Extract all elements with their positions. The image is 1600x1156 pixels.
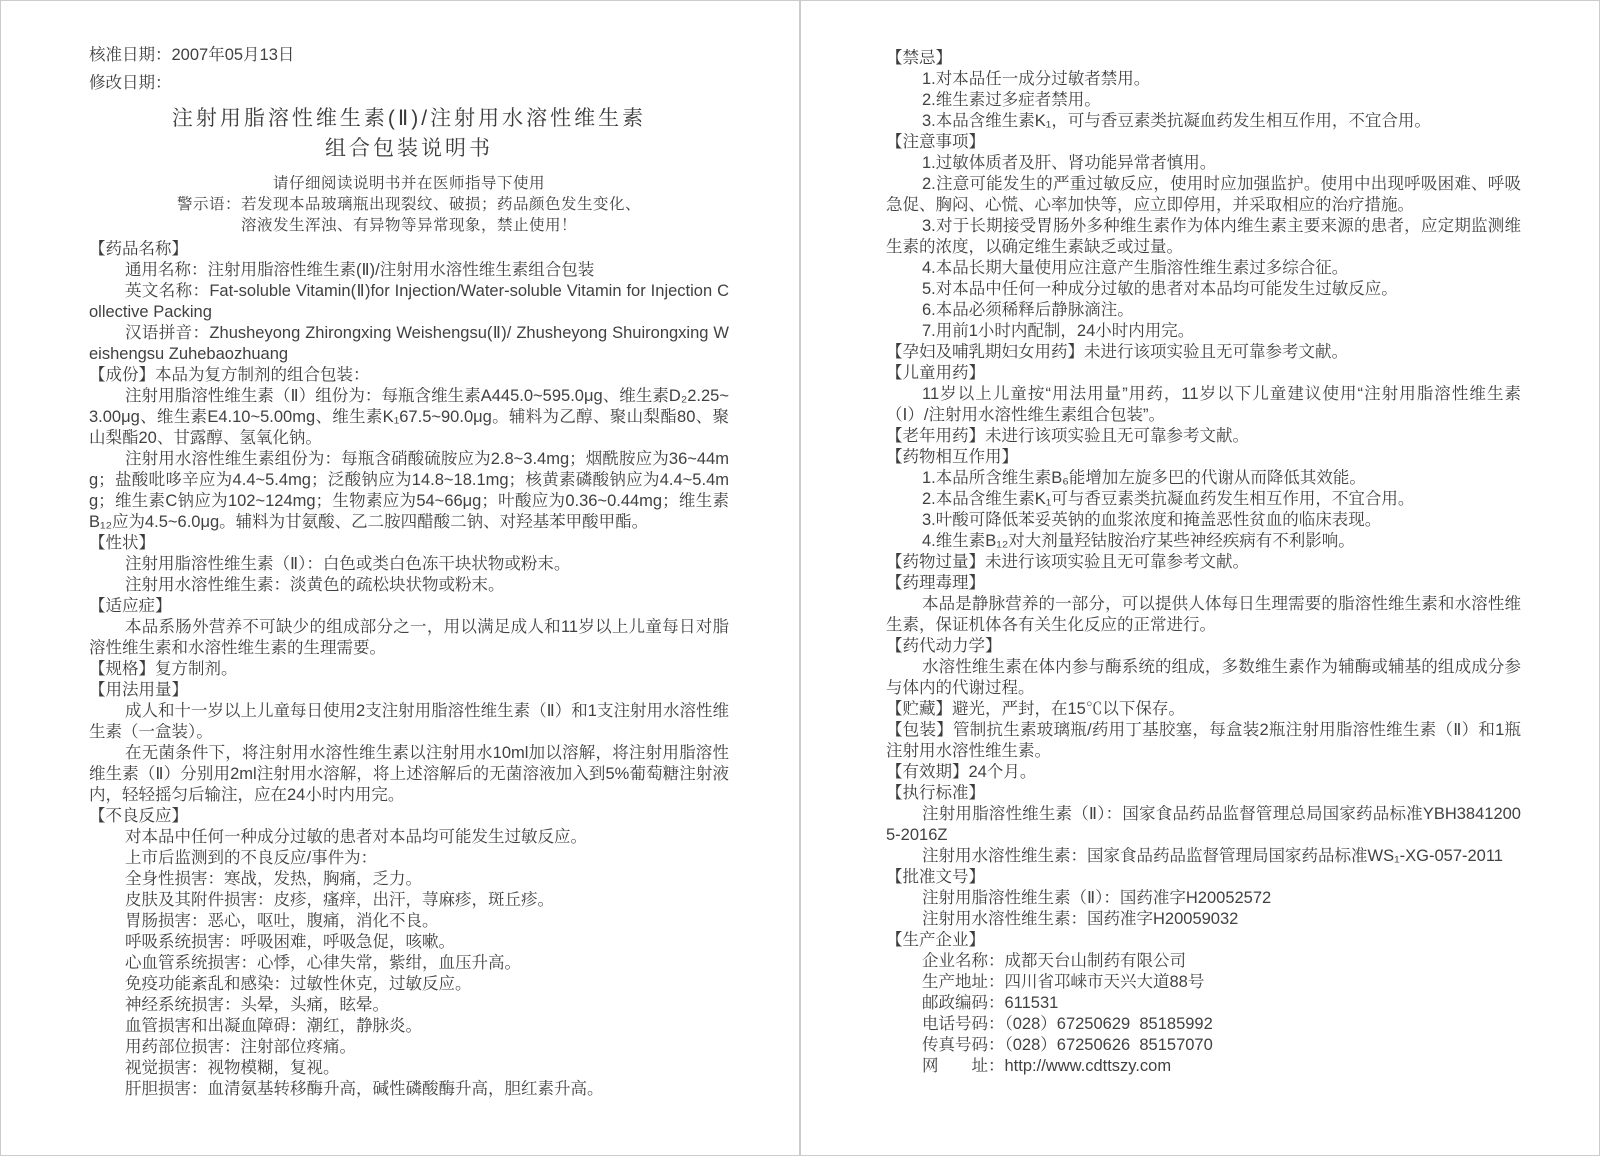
section-paragraph: 2.维生素过多症者禁用。 [922,91,1101,109]
section-first-line [886,867,1521,888]
section-paragraph: 肝胆损害：血清氨基转移酶升高，碱性磷酸酶升高，胆红素升高。 [125,1080,604,1098]
section-paragraph: 3.叶酸可降低苯妥英钠的血浆浓度和掩盖恶性贫血的临床表现。 [922,511,1382,529]
document-section [886,636,1521,699]
section-paragraph: 全身性损害：寒战，发热，胸痛，乏力。 [125,870,422,888]
section-first-line [886,132,1521,153]
section-heading: 【生产企业】 [886,931,985,949]
section-first-line [89,806,729,827]
document-section [886,762,1521,783]
section-inline-text: 复方制剂。 [155,660,238,678]
document-section [886,573,1521,636]
section-paragraph: 传真号码：（028）67250626 85157070 [922,1036,1213,1054]
section-heading: 【孕妇及哺乳期妇女用药】 [886,343,1084,361]
section-heading: 【批准文号】 [886,868,985,886]
document-section [886,720,1521,762]
section-paragraph: 神经系统损害：头晕，头痛，眩晕。 [125,996,389,1014]
section-heading: 【药代动力学】 [886,637,1002,655]
section-first-line [886,636,1521,657]
section-heading: 【成份】 [89,366,155,384]
section-heading: 【性状】 [89,534,155,552]
section-heading: 【药品名称】 [89,240,188,258]
section-heading: 【药物相互作用】 [886,448,1018,466]
section-heading: 【适应症】 [89,597,172,615]
section-first-line [886,552,1521,573]
document-section [886,867,1521,930]
section-paragraph: 用药部位损害：注射部位疼痛。 [125,1038,356,1056]
section-paragraph: 胃肠损害：恶心，呕吐，腹痛，消化不良。 [125,912,439,930]
document-section [89,365,729,533]
section-paragraph: 注射用水溶性维生素：淡黄色的疏松块状物或粉末。 [125,576,505,594]
section-paragraph: 血管损害和出凝血障碍：潮红，静脉炎。 [125,1017,422,1035]
document-section [886,48,1521,132]
section-paragraph: 电话号码：（028）67250629 85185992 [922,1015,1213,1033]
section-inline-text: 未进行该项实验且无可靠参考文献。 [985,427,1249,445]
section-heading: 【不良反应】 [89,807,188,825]
section-first-line [886,783,1521,804]
section-paragraph: 2.本品含维生素K₁可与香豆素类抗凝血药发生相互作用，不宜合用。 [922,490,1415,508]
section-paragraph: 通用名称：注射用脂溶性维生素(Ⅱ)/注射用水溶性维生素组合包装 [125,261,595,279]
section-inline-text: 避光，严封，在15℃以下保存。 [952,700,1185,718]
section-paragraph: 6.本品必须稀释后静脉滴注。 [922,301,1134,319]
section-paragraph: 11岁以上儿童按“用法用量”用药，11岁以下儿童建议使用“注射用脂溶性维生素（Ⅰ）/注射用水溶性维生素组合包装”。 [886,385,1521,424]
section-paragraph: 1.对本品任一成分过敏者禁用。 [922,70,1151,88]
section-first-line [89,659,729,680]
section-first-line [886,48,1521,69]
section-heading: 【药理毒理】 [886,574,985,592]
left-page-sections [89,239,729,1100]
section-paragraph: 生产地址：四川省邛崃市天兴大道88号 [922,973,1205,991]
section-paragraph: 4.本品长期大量使用应注意产生脂溶性维生素过多综合征。 [922,259,1349,277]
section-paragraph: 1.过敏体质者及肝、肾功能异常者慎用。 [922,154,1217,172]
section-heading: 【有效期】 [886,763,969,781]
section-paragraph: 5.对本品中任何一种成分过敏的患者对本品均可能发生过敏反应。 [922,280,1398,298]
section-paragraph: 本品系肠外营养不可缺少的组成部分之一，用以满足成人和11岁以上儿童每日对脂溶性维生素和水溶性维生素的生理需要。 [89,618,729,657]
section-heading: 【禁忌】 [886,49,952,67]
section-paragraph: 视觉损害：视物模糊，复视。 [125,1059,340,1077]
document-section [886,342,1521,363]
section-first-line [886,342,1521,363]
document-section [886,447,1521,552]
read-instruction-line: 请仔细阅读说明书并在医师指导下使用 [272,175,545,192]
section-paragraph: 1.本品所含维生素B₆能增加左旋多巴的代谢从而降低其效能。 [922,469,1366,487]
section-paragraph: 英文名称：Fat-soluble Vitamin(Ⅱ)for Injection/Water-soluble Vitamin for Injection Collective Packing [89,282,729,321]
section-paragraph: 对本品中任何一种成分过敏的患者对本品均可能发生过敏反应。 [125,828,587,846]
section-paragraph: 邮政编码：611531 [922,994,1059,1012]
section-inline-text: 未进行该项实验且无可靠参考文献。 [985,553,1249,571]
section-paragraph: 注射用水溶性维生素：国药准字H20059032 [922,910,1239,928]
section-paragraph: 免疫功能紊乱和感染：过敏性休克，过敏反应。 [125,975,472,993]
document-section [89,533,729,596]
section-heading: 【包装】 [886,721,954,739]
document-title-line-1: 注射用脂溶性维生素(Ⅱ)/注射用水溶性维生素 [171,107,647,130]
section-inline-text: 本品为复方制剂的组合包装： [155,366,370,384]
insert-page-right [800,0,1600,1156]
document-section [89,680,729,806]
section-first-line [89,365,729,386]
section-heading: 【执行标准】 [886,784,985,802]
section-inline-text: 管制抗生素玻璃瓶/药用丁基胶塞，每盒装2瓶注射用脂溶性维生素（Ⅱ）和1瓶注射用水溶性维生素。 [886,721,1522,760]
document-section [89,659,729,680]
section-heading: 【贮藏】 [886,700,952,718]
section-paragraph: 注射用脂溶性维生素（Ⅱ）：国家食品药品监督管理总局国家药品标准YBH38412005-2016Z [886,805,1521,844]
document-section [89,239,729,365]
right-page-sections [886,48,1521,1077]
section-paragraph: 汉语拼音：Zhusheyong Zhirongxing Weishengsu(Ⅱ)/ Zhusheyong Shuirongxing Weishengsu Zuhebaozhuang [89,324,729,363]
document-section [886,699,1521,720]
section-inline-text: 未进行该项实验且无可靠参考文献。 [1084,343,1348,361]
section-paragraph: 企业名称：成都天台山制药有限公司 [922,952,1186,970]
section-first-line [89,596,729,617]
section-paragraph: 3.本品含维生素K₁，可与香豆素类抗凝血药发生相互作用，不宜合用。 [922,112,1431,130]
section-heading: 【药物过量】 [886,553,985,571]
section-paragraph: 呼吸系统损害：呼吸困难，呼吸急促，咳嗽。 [125,933,455,951]
section-paragraph: 成人和十一岁以上儿童每日使用2支注射用脂溶性维生素（Ⅱ）和1支注射用水溶性维生素（一盒装）。 [89,702,729,741]
section-first-line [886,699,1521,720]
section-first-line [886,720,1521,762]
section-inline-text: 24个月。 [968,763,1037,781]
section-paragraph: 网 址：http://www.cdttszy.com [922,1057,1172,1075]
document-section [886,426,1521,447]
section-paragraph: 本品是静脉营养的一部分，可以提供人体每日生理需要的脂溶性维生素和水溶性维生素，保证机体各有关生化反应的正常进行。 [886,595,1521,634]
document-title-line-2: 组合包装说明书 [325,137,493,160]
section-paragraph: 注射用脂溶性维生素（Ⅱ）组份为：每瓶含维生素A445.0~595.0μg、维生素D₂2.25~3.00μg、维生素E4.10~5.00mg、维生素K₁67.5~90.0μg。辅料为乙醇、聚山梨酯80、聚山梨酯20、甘露醇、氢氧化钠。 [89,387,729,447]
section-first-line [886,930,1521,951]
section-heading: 【用法用量】 [89,681,188,699]
document-title-block [89,104,729,164]
section-paragraph: 2.注意可能发生的严重过敏反应，使用时应加强监护。使用中出现呼吸困难、呼吸急促、胸闷、心慌、心率加快等，应立即停用，并采取相应的治疗措施。 [886,175,1521,214]
approval-date: 核准日期：2007年05月13日 [89,46,295,64]
revision-date: 修改日期： [89,74,172,92]
document-section [89,806,729,1100]
document-section [89,596,729,659]
section-paragraph: 7.用前1小时内配制，24小时内用完。 [922,322,1195,340]
document-section [886,930,1521,1077]
section-first-line [886,426,1521,447]
warning-line-2: 溶液发生浑浊、有异物等异常现象，禁止使用！ [240,217,577,234]
section-heading: 【注意事项】 [886,133,985,151]
section-first-line [886,363,1521,384]
document-section [886,132,1521,342]
section-first-line [886,447,1521,468]
section-first-line [89,239,729,260]
document-section [886,363,1521,426]
section-paragraph: 注射用水溶性维生素：国家食品药品监督管理局国家药品标准WS₁-XG-057-2011 [922,847,1503,865]
document-section [886,552,1521,573]
section-paragraph: 水溶性维生素在体内参与酶系统的组成，多数维生素作为辅酶或辅基的组成成分参与体内的代谢过程。 [886,658,1521,697]
section-paragraph: 注射用脂溶性维生素（Ⅱ）：白色或类白色冻干块状物或粉末。 [125,555,571,573]
section-first-line [886,762,1521,783]
section-paragraph: 注射用水溶性维生素组份为：每瓶含硝酸硫胺应为2.8~3.4mg；烟酰胺应为36~44mg；盐酸吡哆辛应为4.4~5.4mg；泛酸钠应为14.8~18.1mg；核黄素磷酸钠应为4.4~5.4mg；维生素C钠应为102~124mg；生物素应为54~66μg；叶酸应为0.36~0.44mg；维生素B₁₂应为4.5~6.0μg。辅料为甘氨酸、乙二胺四醋酸二钠、对羟基苯甲酸甲酯。 [89,450,729,531]
section-heading: 【规格】 [89,660,155,678]
section-paragraph: 皮肤及其附件损害：皮疹，瘙痒，出汗，荨麻疹，斑丘疹。 [125,891,554,909]
section-paragraph: 心血管系统损害：心悸，心律失常，紫绀，血压升高。 [125,954,521,972]
section-first-line [886,573,1521,594]
section-heading: 【儿童用药】 [886,364,985,382]
section-first-line [89,533,729,554]
section-first-line [89,680,729,701]
document-section [886,783,1521,867]
section-paragraph: 4.维生素B₁₂对大剂量羟钴胺治疗某些神经疾病有不利影响。 [922,532,1355,550]
section-paragraph: 注射用脂溶性维生素（Ⅱ）：国药准字H20052572 [922,889,1272,907]
section-heading: 【老年用药】 [886,427,985,445]
section-paragraph: 3.对于长期接受胃肠外多种维生素作为体内维生素主要来源的患者，应定期监测维生素的浓度，以确定维生素缺乏或过量。 [886,217,1521,256]
section-paragraph: 在无菌条件下，将注射用水溶性维生素以注射用水10ml加以溶解，将注射用脂溶性维生素（Ⅱ）分别用2ml注射用水溶解，将上述溶解后的无菌溶液加入到5%葡萄糖注射液内，轻轻摇匀后输注，应在24小时内用完。 [89,744,729,804]
section-paragraph: 上市后监测到的不良反应/事件为： [125,849,378,867]
warning-line-1: 警示语：若发现本品玻璃瓶出现裂纹、破损；药品颜色发生变化、 [176,196,641,213]
